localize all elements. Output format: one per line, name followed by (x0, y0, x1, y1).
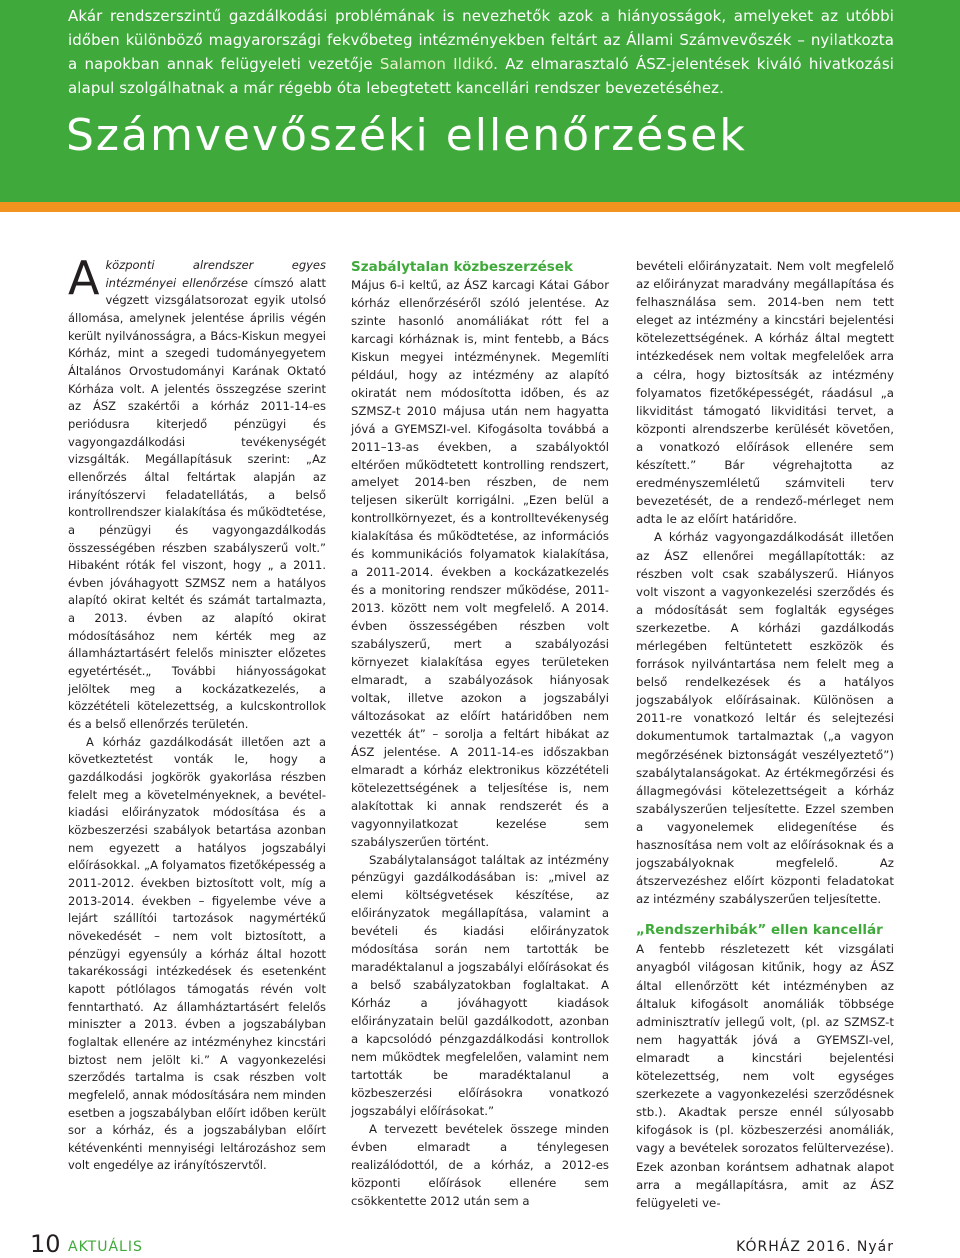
lead-text: címszó alatt végzett vizsgálatsorozat egyik utolsó állomása, amelynek jelentése április végén került nyilvánosságra, a Bács-Kiskun megyei Kórház, mint a szegedi tudományegyetem Általános Orvostudományi Karának Oktató Kórháza volt. A jelentés összegzése szerint az ÁSZ szakértői a kórház 2011-14-es periódusra kiterjedő pénzügyi és vagyongazdálkodási tevékenységét vizsgálták. Megállapításuk szerint: „Az ellenőrzés által feltártak alapján az irányítószervi feladatellátás, a belső kontrollrendszer kialakítása és működtetése, a pénzügyi és vagyongazdálkodás összességében részben szabályszerű volt.” Hibaként róták fel viszont, hogy „ a 2011. évben jóváhagyott SZMSZ nem a hatályos alapító okirat keltét és számát tartalmazta, a 2013. évben az alapító okirat módosításához nem kérték meg az államháztartásért felelős miniszter előzetes egyetértését.„ További hiányosságokat jelöltek meg a kockázatkezelés, a közzétételi kötelezettség, a kulcskontrollok és a belső ellenőrzés területén. (68, 275, 326, 732)
paragraph: Szabálytalanságot találtak az intézmény pénzügyi gazdálkodásában is: „mivel az elemi költségvetések készítése, az előirányzatok megállapítása, valamint a bevételi és kiadási előirányzatok módosítása során nem tartották be maradéktalanul a jogszabályi előírásokat és a belső szabályzatokban foglaltakat. A Kórház a jóváhagyott kiadások előirányzatain belül gazdálkodott, azonban a kapcsolódó pénzgazdálkodási kontrollok nem működtek megfelelően, valamint nem tartották be maradéktalanul a közbeszerzési előírásokra vonatkozó jogszabályi előírásokat.” (351, 852, 609, 1118)
publication-label: KÓRHÁZ 2016. Nyár (736, 1239, 894, 1255)
article-column-2 (351, 257, 609, 1212)
subheading-irregular-procurement: Szabálytalan közbeszerzések (351, 259, 573, 275)
intro-text-2: . Az elmarasztaló ÁSZ-jelentések kiváló hivatkozási alapul szolgálhatnak a már régebb óta lebegtetett kancellári rendszer bevezetéséhez. (68, 55, 894, 97)
drop-cap: A (68, 251, 100, 305)
article-headline: Számvevőszéki ellenőrzések (66, 110, 747, 161)
accent-strip (0, 202, 960, 212)
paragraph: A fentebb részletezett két vizsgálati anyagból világosan kitűnik, hogy az ÁSZ által ellenőrzött két intézményben az általuk kifogásolt anomáliák többsége adminisztratív jellegű volt, (pl. az SZMSZ-t nem hagyatták jóvá a GYEMSZI-vel, elmaradt a kincstári bejelentési kötelezettség, nem volt egységes szerkezete a vagyonkezelési szerződésnek stb.). Akadtak persze ennél súlyosabb kifogások is (pl. közbeszerzési anomáliák, vagy a bevételek sorozatos felültervezése). Ezek azonban korántsem adhatnak alapot arra a megállapításra, amit az ÁSZ felügyeleti ve- (636, 942, 894, 1210)
paragraph: A kórház gazdálkodását illetően azt a következtetést vonták le, hogy a gazdálkodási jogkörök gyakorlása részben felelt meg a követelményeknek, a bevétel-kiadási előirányzatok módosítása és a közbeszerzési szabályok betartása azonban nem egyezett a hatályos jogszabályi előírásokkal. „A folyamatos fizetőképesség a 2011-2012. években biztosított volt, míg a 2013-2014. években – figyelembe véve a lejárt szállítói tartozások nagymértékű növekedését – nem volt biztosított, a pénzügyi egyensúly a kórház által hozott takarékossági intézkedések és esetenként kapott pótlólagos támogatás révén volt fenntartható. Az államháztartásért felelős miniszter a 2013. évben a jogszabályban foglaltak ellenére az intézményhez kincstári biztost nem jelölt ki.” A vagyonkezelési szerződés tartalma is csak részben volt megfelelő, annak módosítására nem minden esetben a jogszabályban előírt időben került sor a kórház, és a jogszabályban előírt kétévenkénti mennyiségi leltározáshoz sem volt engedélye az irányítószervtől. (68, 734, 326, 1173)
article-column-3 (636, 257, 894, 1212)
paragraph: bevételi előirányzatait. Nem volt megfelelő az előirányzat maradvány megállapítása és felhasználása sem. 2014-ben nem tett eleget az intézmény a kincstári bejelentési kötelezettségének. A kórház által megtett intézkedések nem voltak megfelelőek arra a célra, hogy biztosítsák az intézmény folyamatos fizetőképességét, ráadásul „a likviditást támogató likviditási tervet, a központi alrendszerbe kerülését követően, a vonatkozó előírások ellenére sem készített.” Bár végrehajtotta az eredményszemléletű számviteli terv bevezetését, de a rendező-mérleget nem adta le az előírt határidőre. (636, 259, 894, 527)
paragraph: A tervezett bevételek összege minden évben elmaradt a ténylegesen realizálódottól, de a kórház, a 2012-es központi előírások ellenére sem csökkentette 2012 után sem a (351, 1121, 609, 1208)
intro-paragraph (68, 4, 894, 100)
paragraph: A kórház vagyongazdálkodását illetően az ÁSZ ellenőrei megállapították: az részben volt csak szabályszerű. Hiányos volt viszont a vagyonkezelési szerződés és a módosítását sem foglalták egységes szerkezetbe. A kórházi gazdálkodás mérlegében feltüntetett eszközök és források nyilvántartása nem felelt meg a belső rendelkezések és a hatályos jogszabályok előírásainak. Különösen a 2011-re vonatkozó leltár és selejtezési dokumentumok tartalmaztak („a vagyon megőrzésének biztonságát veszélyeztető”) szabálytalanságokat. Az értékmegőrzési és állagmegóvási kötelezettségeit a kórház szabályszerűen teljesítette. Ezzel szemben a vagyonelemek elidegenítése és hasznosítása nem volt az előírásoknak és a jogszabályoknak megfelelő. Az átszervezéshez előírt központi feladatokat az intézmény szabályszerűen teljesítette. (636, 530, 894, 907)
intro-person-name: Salamon Ildikó (379, 55, 494, 73)
subheading-system-errors: „Rendszerhibák” ellen kancellár (636, 922, 883, 939)
article-column-1 (68, 251, 326, 1212)
header-band (0, 0, 960, 202)
page-number: 10 (30, 1230, 61, 1258)
paragraph: Május 6-i keltű, az ÁSZ karcagi Kátai Gábor kórház ellenőrzéséről szóló jelentése. Az szinte hasonló anomáliákat rótt fel a karcagi kórháznak is, mint fentebb, a Bács Kiskun megyei intézménynek. Megemlíti például, hogy az intézmény az alapító okiratát nem módosította időben, és az SZMSZ-t 2010 májusa után nem hagyatta jóvá a GYEMSZI-vel. Kifogásolta továbbá a 2011–13-as években, a szabályoktól eltérően működtetett kontrolling rendszert, amelyet 2014-ben részben, de nem teljesen sikerült korrigálni. „Ezen belül a kontrollkörnyezet, és a kontrolltevékenység kialakítása és működtetése, az információs és kommunikációs folyamatok kialakítása, a 2011-2014. években a kockázatkezelés és a monitoring rendszer működése, 2011-2013. között nem volt megfelelő. A 2014. évben összességében részben volt szabályszerű, mert a szabályozási környezet kialakítása egyes területeken elmaradt, a szabályozások hiányosak voltak, illetve azokon a jogszabályi változásokat az előírt határidőben nem vezették át” – sorolja a feltárt hibákat az ÁSZ jelentése. A 2011-14-es időszakban elmaradt a kórház elektronikus közzétételi kötelezettségének a teljesítése is, nem alakítottak ki annak rendszerét és a vagyonnyilatkozat kezelése sem szabályszerűen történt. (351, 278, 609, 849)
lead-italic: központi alrendszer egyes intézményei ellenőrzése (105, 258, 326, 290)
lead-paragraph (68, 251, 326, 734)
intro-text-1: Akár rendszerszintű gazdálkodási problémának is nevezhetők azok a hiányosságok, amelyeket az utóbbi időben különböző magyarországi fekvőbeteg intézményekben feltárt az Állami Számvevőszék – nyilatkozta a napokban annak felügyeleti vezetője (68, 7, 894, 73)
section-label: AKTUÁLIS (68, 1239, 143, 1255)
